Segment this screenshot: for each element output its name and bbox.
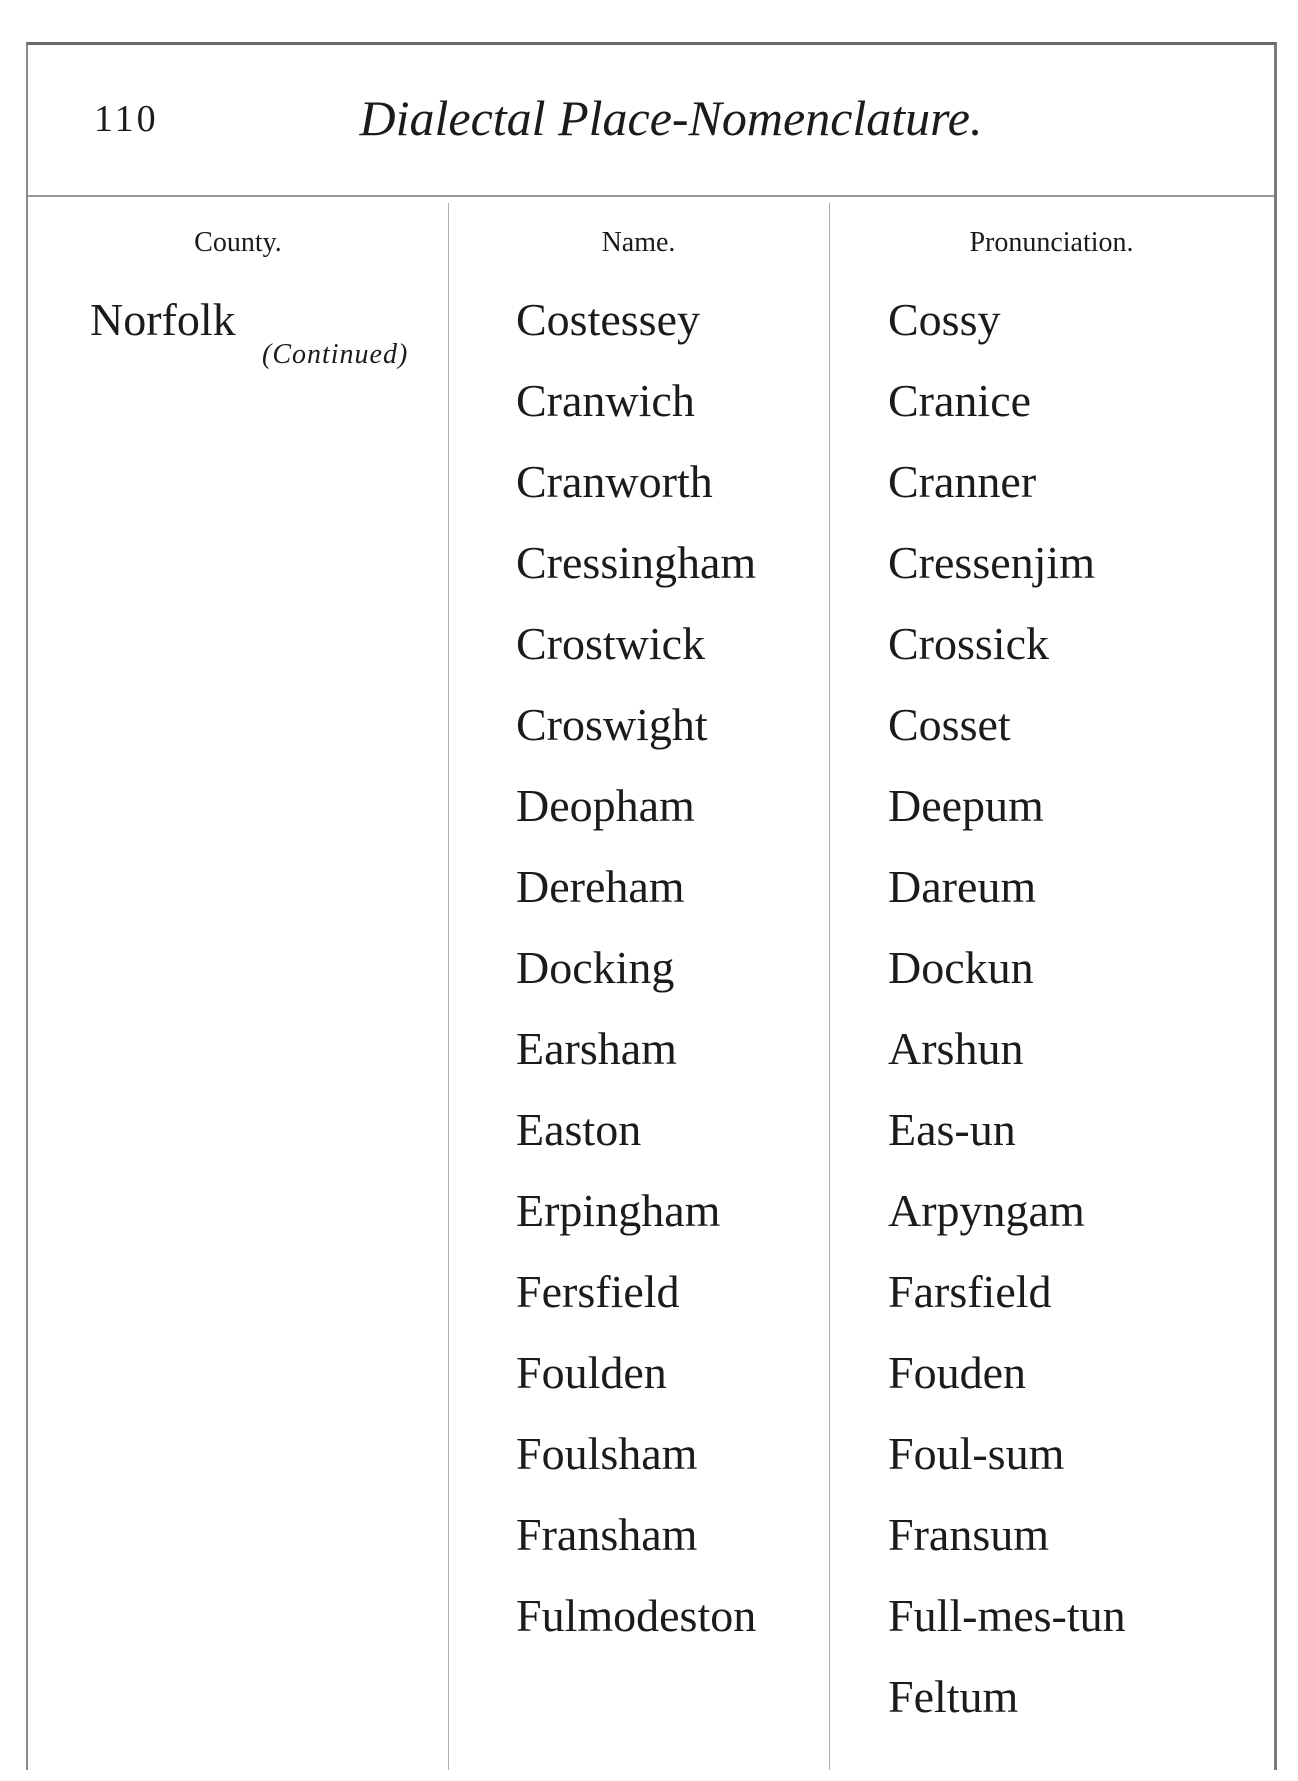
place-pronunciation: Arshun [888, 1023, 1024, 1074]
place-pronunciation: Fouden [888, 1347, 1026, 1398]
place-name: Docking [516, 942, 675, 993]
column-divider-county-name [448, 203, 449, 1770]
place-pronunciation: Fransum [888, 1509, 1049, 1560]
place-pronunciation: Cranner [888, 456, 1037, 507]
place-name: Fersfield [516, 1266, 680, 1317]
place-name: Foulden [516, 1347, 667, 1398]
place-name: Fulmodeston [516, 1590, 757, 1641]
place-name: Foulsham [516, 1428, 698, 1479]
county-continued-note: (Continued) [262, 339, 409, 370]
running-title: Dialectal Place-Nomenclature. [359, 90, 983, 146]
place-pronunciation: Crossick [888, 618, 1049, 669]
column-header-county: County. [194, 227, 282, 258]
place-name: Cranwich [516, 375, 695, 426]
place-name: Cressingham [516, 537, 757, 588]
place-name: Deopham [516, 780, 695, 831]
place-pronunciation: Eas-un [888, 1104, 1016, 1155]
column-header-name: Name. [601, 227, 676, 258]
place-name: Costessey [516, 294, 700, 345]
place-name: Earsham [516, 1023, 677, 1074]
column-header-pronunciation: Pronunciation. [969, 227, 1134, 258]
place-pronunciation: Cressenjim [888, 537, 1095, 588]
header-rule [28, 195, 1274, 197]
place-pronunciation: Full-mes-tun [888, 1590, 1126, 1641]
place-name: Fransham [516, 1509, 698, 1560]
place-pronunciation: Feltum [888, 1671, 1019, 1722]
page-frame [26, 42, 1277, 1770]
place-name: Croswight [516, 699, 708, 750]
page-number: 110 [94, 98, 159, 140]
place-pronunciation: Cossy [888, 294, 1001, 345]
place-name: Easton [516, 1104, 642, 1155]
place-pronunciation: Dockun [888, 942, 1034, 993]
place-name: Crostwick [516, 618, 706, 669]
place-name: Cranworth [516, 456, 713, 507]
place-pronunciation: Farsfield [888, 1266, 1052, 1317]
place-name: Dereham [516, 861, 685, 912]
place-pronunciation: Cranice [888, 375, 1032, 426]
place-pronunciation: Deepum [888, 780, 1044, 831]
place-pronunciation: Cosset [888, 699, 1011, 750]
county-name: Norfolk [90, 294, 236, 345]
place-pronunciation: Dareum [888, 861, 1037, 912]
place-pronunciation: Foul-sum [888, 1428, 1065, 1479]
place-name: Erpingham [516, 1185, 721, 1236]
place-pronunciation: Arpyngam [888, 1185, 1085, 1236]
column-divider-name-pronunciation [829, 203, 830, 1770]
